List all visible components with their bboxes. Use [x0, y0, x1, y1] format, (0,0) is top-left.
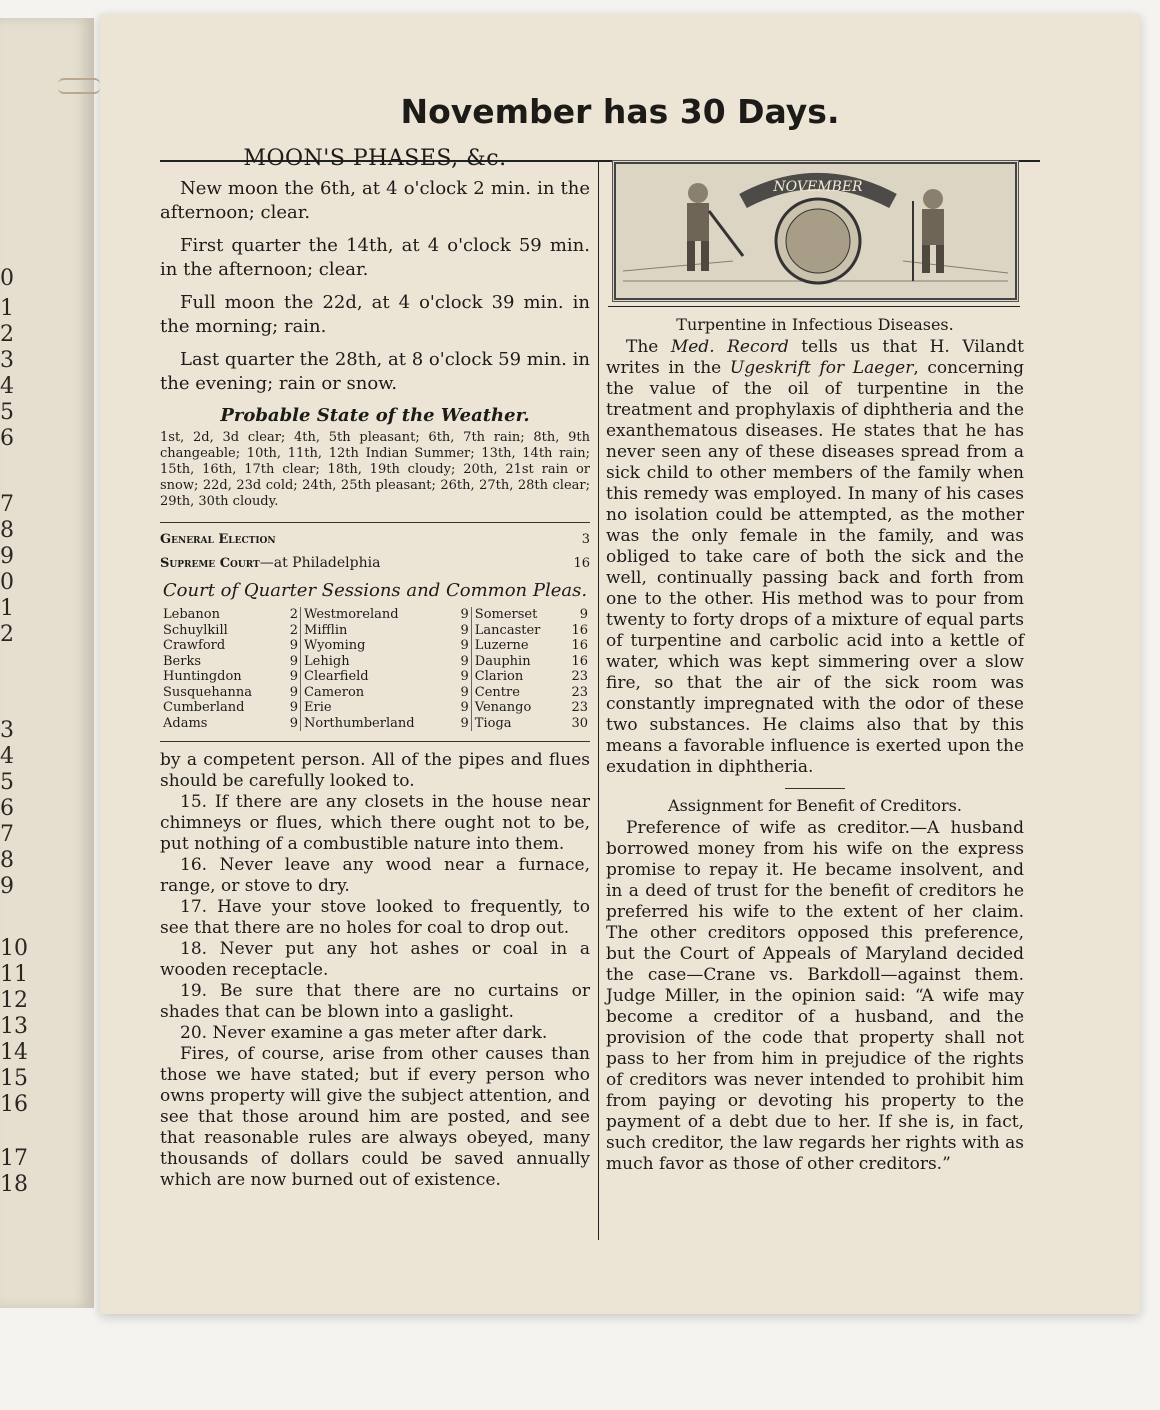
court-day: 9 — [457, 654, 472, 670]
left-page-number: 18 — [0, 1172, 28, 1197]
general-election-day: 3 — [581, 532, 590, 547]
court-day: 9 — [457, 607, 472, 623]
court-county: Lehigh — [304, 653, 350, 669]
court-day: 23 — [571, 684, 588, 700]
assignment-body: Preference of wife as creditor.—A husband borrowed money from his wife on the express promise to repay it. He became insolvent, and in a deed of trust for the benefit of creditors he preferred his wife to the extent of her claim. The other creditors opposed this preference, but the Court of Appeals of Maryland decided the case—Crane vs. Barkdoll—against them. Judge Miller, in the opinion said: “A wife may become a creditor of a husband, and the provision of the code that property shall not pass to her from him in prejudice of the rights of creditors was never intended to prohibit him from paying or devoting his property to the payment of a debt due to her. If she is, in fact, such creditor, the law regards her rights with as much favor as those of other creditors.” — [606, 818, 1024, 1174]
court-county: Venango — [474, 700, 532, 715]
court-day: 16 — [571, 622, 588, 638]
november-engraving — [612, 160, 1019, 302]
courts-heading: Court of Quarter Sessions and Common Pleas. — [162, 580, 588, 601]
almanac-page — [100, 14, 1140, 1314]
left-page-number: 9 — [0, 544, 14, 569]
left-page-number: 6 — [0, 796, 14, 821]
court-day: 9 — [286, 716, 301, 732]
court-county: Cameron — [304, 684, 365, 700]
court-day: 2 — [286, 607, 301, 623]
court-county: Clarion — [474, 669, 524, 684]
left-page-number: 15 — [0, 1066, 28, 1091]
court-day: 23 — [571, 669, 588, 684]
left-page-number: 5 — [0, 770, 14, 795]
moon-phase-last-quarter: Last quarter the 28th, at 8 o'clock 59 min. in the evening; rain or snow. — [160, 349, 590, 394]
court-day: 23 — [571, 700, 588, 715]
court-county: Schuylkill — [163, 622, 228, 638]
court-county: Centre — [474, 684, 520, 700]
binding-thread — [58, 78, 100, 94]
left-column — [160, 148, 590, 1191]
court-row — [160, 607, 590, 623]
court-county: Adams — [163, 715, 208, 731]
weather-heading: Probable State of the Weather. — [220, 405, 530, 426]
supreme-court-row — [160, 553, 590, 574]
court-row — [160, 700, 590, 716]
left-page-number: 7 — [0, 492, 14, 517]
fire-rule: 18. Never put any hot ashes or coal in a wooden receptacle. — [160, 939, 590, 980]
fire-rule: 19. Be sure that there are no curtains or shades that can be blown into a gaslight. — [160, 981, 590, 1022]
left-page-number: 14 — [0, 1040, 28, 1065]
left-page-number: 7 — [0, 822, 14, 847]
page-title: November has 30 Days. — [400, 92, 840, 131]
court-day: 2 — [286, 623, 301, 639]
court-county: Berks — [163, 653, 202, 669]
court-day: 9 — [457, 623, 472, 639]
left-page-number: 9 — [0, 874, 14, 899]
supreme-court-label: Supreme Court — [160, 556, 260, 571]
left-page-number: 10 — [0, 936, 28, 961]
moon-phase-new: New moon the 6th, at 4 o'clock 2 min. in the afternoon; clear. — [160, 178, 590, 223]
court-row — [160, 685, 590, 701]
court-day: 9 — [286, 654, 301, 670]
court-county: Tioga — [474, 715, 512, 731]
left-page-number: 8 — [0, 848, 14, 873]
left-page-number: 1 — [0, 296, 14, 321]
court-row — [160, 623, 590, 639]
left-page-number: 13 — [0, 1014, 28, 1039]
court-row — [160, 669, 590, 685]
turpentine-text-start: The — [626, 337, 671, 357]
court-county: Clearfield — [304, 669, 369, 684]
court-day: 30 — [571, 715, 588, 731]
court-day: 9 — [286, 685, 301, 701]
fire-rule: 20. Never examine a gas meter after dark. — [180, 1023, 548, 1043]
court-day: 16 — [571, 638, 588, 653]
court-day: 16 — [571, 653, 588, 669]
court-row — [160, 716, 590, 732]
court-county: Dauphin — [474, 653, 531, 669]
left-page-number: 2 — [0, 322, 14, 347]
supreme-court-suffix: —at Philadelphia — [259, 555, 381, 571]
moon-phases-heading: MOON'S PHASES, &c. — [243, 146, 507, 171]
left-page-number: 5 — [0, 400, 14, 425]
turpentine-text-rest: , concerning the value of the oil of turpentine in the treatment and prophylaxis of diphtheria and the exanthematous diseases. He states that he has never seen any of these diseases spread from a sick child to other members of the family when this remedy was employed. In many of his cases no isolation could be attempted, as the mother was the only female in the family, and was obliged to take care of both the sick and the well, continually passing back and forth from one to the other. His method was to pour from twenty to forty drops of a mixture of equal parts of turpentine and carbolic acid into a kettle of water, which was kept simmering over a slow fire, so that the air of the sick room was constantly impregnated with the odor of these two substances. He claims also that by this means a favorable influence is exerted upon the exudation in diphtheria. — [606, 358, 1025, 777]
left-page-number: 4 — [0, 744, 14, 769]
left-page-number: 4 — [0, 374, 14, 399]
court-county: Mifflin — [304, 622, 348, 638]
weather-text: 1st, 2d, 3d clear; 4th, 5th pleasant; 6th, 7th rain; 8th, 9th changeable; 10th, 11th, 12th Indian Summer; 13th, 14th rain; 15th, 16th, 17th clear; 18th, 19th cloudy; 20th, 21st rain or snow; 22d, 23d cold; 24th, 25th pleasant; 26th, 27th, 28th clear; 29th, 30th cloudy. — [160, 430, 590, 509]
turpentine-text-mid: tells us that H. Vilandt writes in the — [606, 337, 1024, 378]
left-page-number: 6 — [0, 426, 14, 451]
turpentine-heading: Turpentine in Infectious Diseases. — [676, 315, 954, 334]
assignment-heading: Assignment for Benefit of Creditors. — [668, 796, 962, 815]
moon-phase-first-quarter: First quarter the 14th, at 4 o'clock 59 min. in the afternoon; clear. — [160, 235, 590, 280]
court-county: Westmoreland — [304, 607, 399, 622]
court-day: 9 — [457, 638, 472, 654]
fire-rules-block — [160, 741, 590, 1191]
left-page-number: 8 — [0, 518, 14, 543]
moon-phase-full: Full moon the 22d, at 4 o'clock 39 min. in the morning; rain. — [160, 292, 590, 337]
left-page-number: 3 — [0, 348, 14, 373]
article-divider — [785, 788, 845, 789]
court-county: Erie — [304, 700, 332, 715]
left-facing-page — [0, 18, 94, 1308]
elections-block — [160, 522, 590, 574]
court-day: 9 — [457, 669, 472, 685]
court-row — [160, 638, 590, 654]
court-county: Somerset — [474, 607, 538, 622]
engraving-illustration — [613, 161, 1018, 301]
court-county: Huntingdon — [163, 669, 242, 684]
left-page-number: 2 — [0, 622, 14, 647]
fire-rule: 17. Have your stove looked to frequently, to see that there are no holes for coal to drop out. — [160, 897, 590, 938]
court-county: Luzerne — [474, 638, 529, 653]
court-day: 9 — [579, 607, 588, 622]
court-county: Crawford — [163, 638, 226, 653]
left-page-number: 1 — [0, 596, 14, 621]
court-day: 9 — [286, 638, 301, 654]
left-page-number: 11 — [0, 962, 28, 987]
court-day: 9 — [286, 669, 301, 685]
engraving-label: NOVEMBER — [773, 179, 863, 195]
court-day: 9 — [457, 700, 472, 716]
fire-rule: 15. If there are any closets in the house near chimneys or flues, which there ought not to be, put nothing of a combustible nature into them. — [160, 792, 590, 854]
court-county: Susquehanna — [163, 684, 252, 700]
column-divider — [598, 160, 599, 1240]
right-column — [606, 314, 1024, 1175]
general-election-label: General Election — [160, 532, 276, 547]
court-county: Lebanon — [163, 607, 220, 622]
court-day: 9 — [457, 685, 472, 701]
left-page-number: 3 — [0, 718, 14, 743]
left-page-number: 17 — [0, 1146, 28, 1171]
left-page-number: 0 — [0, 266, 14, 291]
fire-rules-closing: Fires, of course, arise from other causes than those we have stated; but if every person who owns property will give the subject attention, and see that those around him are posted, and see that reasonable rules are always obeyed, many thousands of dollars could be saved annually which are now burned out of existence. — [160, 1044, 590, 1190]
journal-ugeskrift: Ugeskrift for Laeger — [729, 358, 914, 378]
court-day: 9 — [286, 700, 301, 716]
court-county: Northumberland — [304, 715, 415, 731]
fire-rules-list — [160, 792, 590, 1044]
court-row — [160, 654, 590, 670]
court-county: Cumberland — [163, 700, 245, 715]
left-page-number: 12 — [0, 988, 28, 1013]
engraving-rule — [608, 306, 1020, 307]
journal-med-record: Med. Record — [670, 337, 789, 357]
general-election-row — [160, 529, 590, 550]
turpentine-body — [606, 337, 1024, 778]
fire-rule: 16. Never leave any wood near a furnace, range, or stove to dry. — [160, 855, 590, 896]
left-page-number: 16 — [0, 1092, 28, 1117]
court-day: 9 — [457, 716, 472, 732]
courts-table — [160, 607, 590, 731]
supreme-court-day: 16 — [573, 556, 590, 571]
fire-rules-continuation: by a competent person. All of the pipes and flues should be carefully looked to. — [160, 750, 590, 791]
court-county: Wyoming — [304, 638, 366, 653]
court-county: Lancaster — [474, 622, 541, 638]
left-page-number: 0 — [0, 570, 14, 595]
